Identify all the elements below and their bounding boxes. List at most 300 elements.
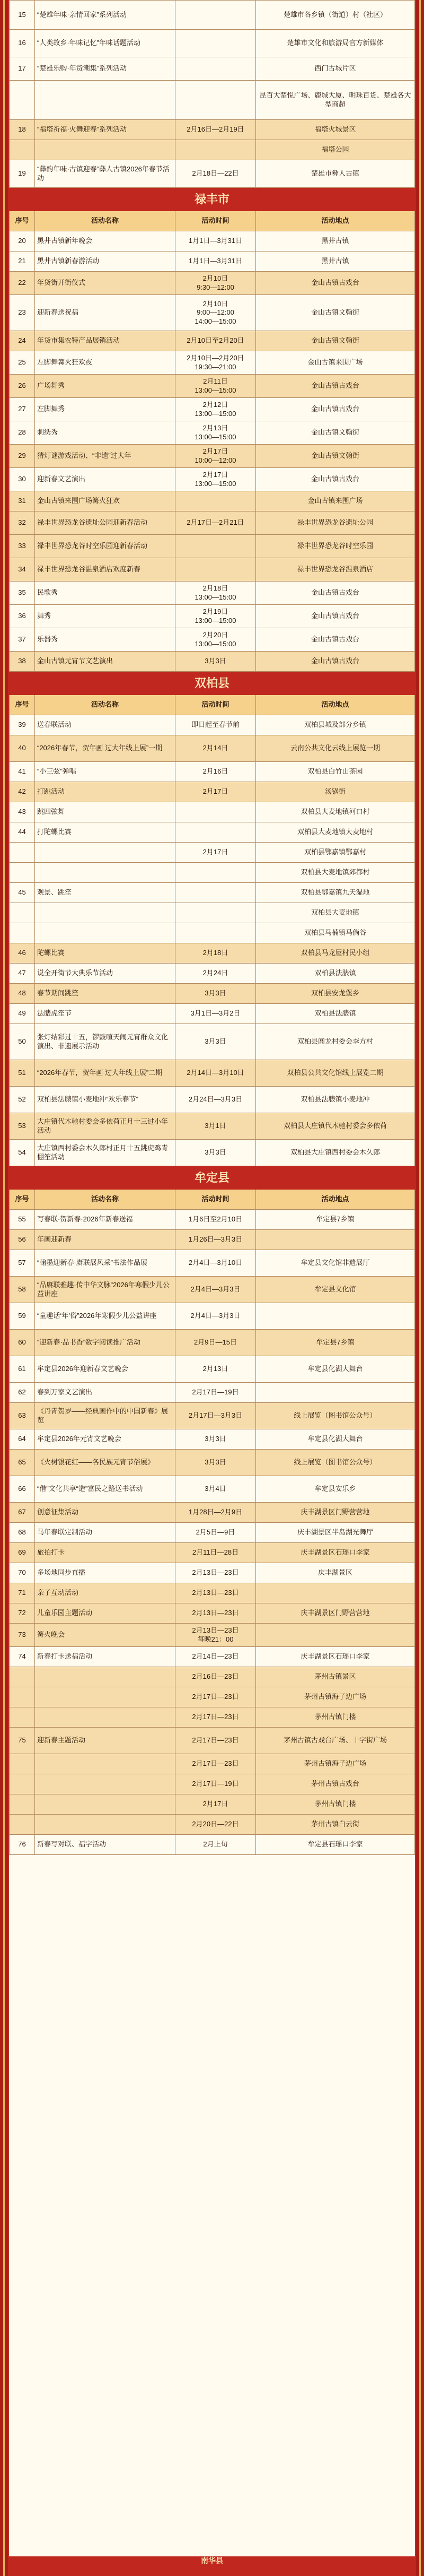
row-number: 30 bbox=[10, 468, 35, 491]
row-time: 3月4日 bbox=[175, 1476, 256, 1503]
row-activity: 马年春联定制活动 bbox=[35, 1523, 175, 1543]
table-row bbox=[10, 1060, 415, 1087]
header-no: 序号 bbox=[10, 211, 35, 231]
row-activity: 猜灯谜游戏活动、“非遗”过大年 bbox=[35, 445, 175, 468]
table-row bbox=[10, 1277, 415, 1303]
table-row bbox=[10, 1383, 415, 1403]
row-activity: 迎新春送祝福 bbox=[35, 295, 175, 331]
row-place: 双柏县白竹山茶园 bbox=[256, 762, 415, 782]
row-time: 2月14日—23日 bbox=[175, 1647, 256, 1667]
table-row bbox=[10, 1476, 415, 1503]
table-row bbox=[10, 1450, 415, 1476]
row-activity: 创意征集活动 bbox=[35, 1503, 175, 1523]
row-number: 71 bbox=[10, 1583, 35, 1603]
row-place bbox=[256, 1583, 415, 1603]
row-number: 63 bbox=[10, 1403, 35, 1429]
table-row bbox=[10, 903, 415, 923]
row-activity: 大庄镇西村委会木久郎村正月十五跳虎鸡青棚笙活动 bbox=[35, 1140, 175, 1166]
row-activity: “福塔祈福·火舞迎春”系列活动 bbox=[35, 120, 175, 140]
row-place bbox=[256, 1624, 415, 1647]
table-row bbox=[10, 1707, 415, 1728]
row-activity: 大庄镇代木驰村委会多依荷正月十三过小年活动 bbox=[35, 1113, 175, 1140]
row-place: 庆丰湖景区半岛湖光舞厅 bbox=[256, 1523, 415, 1543]
row-activity: 春节期间跳笙 bbox=[35, 984, 175, 1004]
table-row bbox=[10, 1794, 415, 1815]
row-number: 27 bbox=[10, 398, 35, 421]
table-row bbox=[10, 1603, 415, 1624]
row-activity: 打跳活动 bbox=[35, 782, 175, 802]
row-time: 2月16日—23日 bbox=[175, 1667, 256, 1687]
row-number: 41 bbox=[10, 762, 35, 782]
row-number: 34 bbox=[10, 558, 35, 582]
row-time: 3月3日 bbox=[175, 1024, 256, 1060]
row-number: 64 bbox=[10, 1429, 35, 1450]
row-number bbox=[10, 1815, 35, 1835]
row-activity: 黑井古镇新春游活动 bbox=[35, 251, 175, 272]
row-place bbox=[256, 1383, 415, 1403]
section-band bbox=[10, 672, 415, 695]
row-number: 50 bbox=[10, 1024, 35, 1060]
row-activity: 禄丰世界恐龙谷温泉酒店欢度新春 bbox=[35, 558, 175, 582]
row-time: 2月18日 bbox=[175, 943, 256, 964]
table-row bbox=[10, 1330, 415, 1356]
row-time: 2月12日 13:00—15:00 bbox=[175, 398, 256, 421]
row-place: 金山古镇古戏台 bbox=[256, 582, 415, 605]
row-time: 3月3日 bbox=[175, 1450, 256, 1476]
row-time: 1月26日—3月3日 bbox=[175, 1230, 256, 1250]
row-activity bbox=[35, 1687, 175, 1707]
row-activity: 写春联·贺新春·2026年新春送福 bbox=[35, 1210, 175, 1230]
row-number: 43 bbox=[10, 802, 35, 822]
table-row bbox=[10, 1835, 415, 1855]
row-time: 2月10日 9:00—12:00 14:00—15:00 bbox=[175, 295, 256, 331]
row-number: 70 bbox=[10, 1563, 35, 1583]
row-time: 2月14日—3月10日 bbox=[175, 1060, 256, 1087]
row-number: 17 bbox=[10, 57, 35, 81]
row-activity: 旅拍打卡 bbox=[35, 1543, 175, 1563]
header-no: 序号 bbox=[10, 695, 35, 715]
row-time: 3月1日—3月2日 bbox=[175, 1004, 256, 1024]
table-row bbox=[10, 582, 415, 605]
row-number: 75 bbox=[10, 1728, 35, 1754]
row-place: 牟定县石瑶口李家 bbox=[256, 1835, 415, 1855]
table-row bbox=[10, 1113, 415, 1140]
row-time bbox=[175, 30, 256, 57]
row-place: 庆丰湖景区门野营营地 bbox=[256, 1603, 415, 1624]
row-time: 2月17日—3月3日 bbox=[175, 1403, 256, 1429]
row-number: 20 bbox=[10, 231, 35, 251]
row-place: 黑井古镇 bbox=[256, 231, 415, 251]
row-activity bbox=[35, 1774, 175, 1794]
row-activity bbox=[35, 903, 175, 923]
row-time: 2月13日 bbox=[175, 1356, 256, 1383]
row-place: 昆百大楚悦广场、鹿城大厦、明珠百货、楚雄各大型商超 bbox=[256, 81, 415, 120]
row-activity: “彝韵年味·古镇迎春”彝人古镇2026年春节活动 bbox=[35, 160, 175, 188]
row-place: 线上展览（图书馆公众号） bbox=[256, 1450, 415, 1476]
row-place: 禄丰世界恐龙谷温泉酒店 bbox=[256, 558, 415, 582]
row-activity: 金山古镇来围广场篝火狂欢 bbox=[35, 491, 175, 511]
table-row bbox=[10, 1667, 415, 1687]
header-time: 活动时间 bbox=[175, 1190, 256, 1210]
row-time: 2月16日 bbox=[175, 762, 256, 782]
row-number: 32 bbox=[10, 511, 35, 535]
row-time bbox=[175, 1, 256, 30]
header-activity: 活动名称 bbox=[35, 695, 175, 715]
row-time: 3月1日 bbox=[175, 1113, 256, 1140]
table-row bbox=[10, 1024, 415, 1060]
row-place: 庆丰湖景区石瑶口李家 bbox=[256, 1647, 415, 1667]
row-activity: 迎新春文艺演出 bbox=[35, 468, 175, 491]
row-place: 庆丰湖景区 bbox=[256, 1563, 415, 1583]
table-row bbox=[10, 1583, 415, 1603]
row-time: 2月17日—23日 bbox=[175, 1754, 256, 1774]
row-time: 2月24日 bbox=[175, 964, 256, 984]
row-number: 57 bbox=[10, 1250, 35, 1277]
table-row bbox=[10, 30, 415, 57]
row-place: 双柏县鄂嘉镇九天湿地 bbox=[256, 883, 415, 903]
row-time bbox=[175, 822, 256, 843]
table-row bbox=[10, 802, 415, 822]
row-time: 2月17日 13:00—15:00 bbox=[175, 468, 256, 491]
row-activity: “童趣话‘年’俗”2026年寒假少儿公益讲座 bbox=[35, 1303, 175, 1330]
row-number: 52 bbox=[10, 1087, 35, 1113]
row-time: 2月9日—15日 bbox=[175, 1330, 256, 1356]
row-time: 2月4日—3月3日 bbox=[175, 1303, 256, 1330]
row-time bbox=[175, 863, 256, 883]
row-time: 1月6日至2月10日 bbox=[175, 1210, 256, 1230]
row-number: 74 bbox=[10, 1647, 35, 1667]
row-number: 69 bbox=[10, 1543, 35, 1563]
row-time: 2月10日 9:30—12:00 bbox=[175, 272, 256, 295]
row-place: 双柏县公共文化馆线上展览二期 bbox=[256, 1060, 415, 1087]
table-row bbox=[10, 1210, 415, 1230]
row-number bbox=[10, 1774, 35, 1794]
table-row bbox=[10, 863, 415, 883]
row-number: 21 bbox=[10, 251, 35, 272]
row-place: 双柏县大麦地镇 bbox=[256, 903, 415, 923]
header-place: 活动地点 bbox=[256, 1190, 415, 1210]
row-time: 2月13日—23日 bbox=[175, 1583, 256, 1603]
row-activity: 黑井古镇新年晚会 bbox=[35, 231, 175, 251]
row-time: 2月18日 13:00—15:00 bbox=[175, 582, 256, 605]
row-place: 茅州古镇古戏台广场、十字街广场 bbox=[256, 1728, 415, 1754]
row-number: 15 bbox=[10, 1, 35, 30]
row-activity: 说全开街节大典乐节活动 bbox=[35, 964, 175, 984]
row-number bbox=[10, 863, 35, 883]
row-number: 45 bbox=[10, 883, 35, 903]
row-time: 3月3日 bbox=[175, 1429, 256, 1450]
row-time bbox=[175, 57, 256, 81]
row-number: 31 bbox=[10, 491, 35, 511]
section-band-nanhua: 南华县 bbox=[9, 2556, 415, 2565]
row-place: 双柏县鄂嘉镇鄂嘉村 bbox=[256, 843, 415, 863]
row-place: 金山古镇来围广场 bbox=[256, 491, 415, 511]
row-place: 茅州古镇门楼 bbox=[256, 1794, 415, 1815]
table-row bbox=[10, 1, 415, 30]
row-number: 55 bbox=[10, 1210, 35, 1230]
row-activity: 金山古镇元宵节文艺演出 bbox=[35, 652, 175, 672]
row-number: 33 bbox=[10, 535, 35, 558]
row-activity: 年货市集农特产品展销活动 bbox=[35, 331, 175, 351]
row-place: 金山古镇古戏台 bbox=[256, 398, 415, 421]
table-header-row bbox=[10, 695, 415, 715]
row-place: 楚雄市彝人古镇 bbox=[256, 160, 415, 188]
row-number: 56 bbox=[10, 1230, 35, 1250]
row-activity: “翰墨迎新春·赓联展风采”书法作品展 bbox=[35, 1250, 175, 1277]
row-number: 44 bbox=[10, 822, 35, 843]
table-row bbox=[10, 375, 415, 398]
section-title: 牟定县 bbox=[10, 1166, 415, 1190]
table-row bbox=[10, 822, 415, 843]
row-time: 即日起至春节前 bbox=[175, 715, 256, 735]
row-activity: “借”文化共享“造”富民之路送书活动 bbox=[35, 1476, 175, 1503]
row-activity: “2026年春节，贺年画 过大年线上展”一期 bbox=[35, 735, 175, 762]
row-place: 双柏县城及部分乡镇 bbox=[256, 715, 415, 735]
row-activity: 牟定县2026年元宵文艺晚会 bbox=[35, 1429, 175, 1450]
header-place: 活动地点 bbox=[256, 695, 415, 715]
row-time: 2月19日 13:00—15:00 bbox=[175, 605, 256, 628]
row-time: 2月17日—23日 bbox=[175, 1728, 256, 1754]
row-place: 双柏县大麦地镇大麦地村 bbox=[256, 822, 415, 843]
table-row bbox=[10, 1815, 415, 1835]
row-number: 47 bbox=[10, 964, 35, 984]
table-row bbox=[10, 468, 415, 491]
row-number: 48 bbox=[10, 984, 35, 1004]
row-time: 2月20日 13:00—15:00 bbox=[175, 628, 256, 652]
section-title: 双柏县 bbox=[10, 672, 415, 695]
row-time: 2月17日—2月21日 bbox=[175, 511, 256, 535]
header-activity: 活动名称 bbox=[35, 1190, 175, 1210]
row-place: 茅州古镇海子边广场 bbox=[256, 1754, 415, 1774]
row-time: 2月17日—23日 bbox=[175, 1707, 256, 1728]
row-number: 39 bbox=[10, 715, 35, 735]
left-border-ornament bbox=[0, 0, 8, 2576]
row-time bbox=[175, 535, 256, 558]
row-time: 2月5日—9日 bbox=[175, 1523, 256, 1543]
row-place: 线上展览（图书馆公众号） bbox=[256, 1403, 415, 1429]
row-number bbox=[10, 843, 35, 863]
table-row bbox=[10, 272, 415, 295]
row-activity: 禄丰世界恐龙谷遗址公园迎新春活动 bbox=[35, 511, 175, 535]
table-header-row bbox=[10, 1190, 415, 1210]
row-number bbox=[10, 1707, 35, 1728]
table-row bbox=[10, 1687, 415, 1707]
row-number: 42 bbox=[10, 782, 35, 802]
row-place: 双柏县闾龙村委会李方村 bbox=[256, 1024, 415, 1060]
row-time: 1月28日—2月9日 bbox=[175, 1503, 256, 1523]
row-place: 福塔火城景区 bbox=[256, 120, 415, 140]
row-place: 福塔公园 bbox=[256, 140, 415, 160]
row-time: 3月3日 bbox=[175, 1140, 256, 1166]
row-number bbox=[10, 1687, 35, 1707]
row-number: 29 bbox=[10, 445, 35, 468]
row-activity: 陀螺比赛 bbox=[35, 943, 175, 964]
table-row bbox=[10, 923, 415, 943]
row-activity: 法脿虎笙节 bbox=[35, 1004, 175, 1024]
row-number: 36 bbox=[10, 605, 35, 628]
row-number: 53 bbox=[10, 1113, 35, 1140]
row-time bbox=[175, 491, 256, 511]
table-row bbox=[10, 511, 415, 535]
row-activity: “楚雄年味·亲情回家”系列活动 bbox=[35, 1, 175, 30]
row-activity: 左脚舞秀 bbox=[35, 398, 175, 421]
row-activity: 舞秀 bbox=[35, 605, 175, 628]
row-place: 楚雄市文化和旅游局官方新媒体 bbox=[256, 30, 415, 57]
row-time bbox=[175, 81, 256, 120]
row-activity: 观景、跳笙 bbox=[35, 883, 175, 903]
row-time: 2月24日—3月3日 bbox=[175, 1087, 256, 1113]
table-row bbox=[10, 351, 415, 375]
row-place: 金山古镇文翰街 bbox=[256, 331, 415, 351]
row-place bbox=[256, 1303, 415, 1330]
row-place: 金山古镇文翰街 bbox=[256, 295, 415, 331]
row-number: 16 bbox=[10, 30, 35, 57]
row-place: 庆丰湖景区石瑶口李家 bbox=[256, 1543, 415, 1563]
row-place: 双柏县马楠镇马倘谷 bbox=[256, 923, 415, 943]
table-row bbox=[10, 81, 415, 120]
row-place: 金山古镇古戏台 bbox=[256, 375, 415, 398]
table-row bbox=[10, 1429, 415, 1450]
row-time: 2月13日 13:00—15:00 bbox=[175, 421, 256, 445]
table-row bbox=[10, 1523, 415, 1543]
section-title: 禄丰市 bbox=[10, 188, 415, 211]
table-row bbox=[10, 1230, 415, 1250]
row-number: 72 bbox=[10, 1603, 35, 1624]
row-place: 双柏县大麦地镇郊都村 bbox=[256, 863, 415, 883]
row-time bbox=[175, 923, 256, 943]
table-row bbox=[10, 445, 415, 468]
row-place: 茅州古镇古戏台 bbox=[256, 1774, 415, 1794]
table-row bbox=[10, 331, 415, 351]
table-row bbox=[10, 160, 415, 188]
row-number: 28 bbox=[10, 421, 35, 445]
row-activity: 跳四弦舞 bbox=[35, 802, 175, 822]
table-row bbox=[10, 398, 415, 421]
row-time bbox=[175, 903, 256, 923]
row-activity: 春到万家文艺演出 bbox=[35, 1383, 175, 1403]
row-place: 茅州古镇海子边广场 bbox=[256, 1687, 415, 1707]
row-time: 2月17日 bbox=[175, 782, 256, 802]
schedule-card bbox=[9, 0, 415, 2565]
row-number: 23 bbox=[10, 295, 35, 331]
table-row bbox=[10, 1503, 415, 1523]
table-row bbox=[10, 231, 415, 251]
table-row bbox=[10, 1774, 415, 1794]
row-number: 60 bbox=[10, 1330, 35, 1356]
row-time: 1月1日—3月31日 bbox=[175, 231, 256, 251]
table-row bbox=[10, 1087, 415, 1113]
row-place: 双柏县马龙屋村民小组 bbox=[256, 943, 415, 964]
row-place: 金山古镇古戏台 bbox=[256, 605, 415, 628]
table-row bbox=[10, 1140, 415, 1166]
row-activity: 禄丰世界恐龙谷时空乐园迎新春活动 bbox=[35, 535, 175, 558]
row-time: 2月17日—19日 bbox=[175, 1774, 256, 1794]
header-time: 活动时间 bbox=[175, 695, 256, 715]
row-activity: 年画迎新春 bbox=[35, 1230, 175, 1250]
activity-table-body bbox=[10, 1, 415, 1855]
row-activity: “2026年春节，贺年画 过大年线上展”二期 bbox=[35, 1060, 175, 1087]
row-activity bbox=[35, 140, 175, 160]
row-time: 2月11日—28日 bbox=[175, 1543, 256, 1563]
row-place: 牟定县文化馆 bbox=[256, 1277, 415, 1303]
row-number bbox=[10, 1794, 35, 1815]
row-time: 2月13日—23日 bbox=[175, 1563, 256, 1583]
row-activity: 新春写对联、福字活动 bbox=[35, 1835, 175, 1855]
row-place: 金山古镇古戏台 bbox=[256, 272, 415, 295]
table-row bbox=[10, 964, 415, 984]
row-number: 65 bbox=[10, 1450, 35, 1476]
row-number: 35 bbox=[10, 582, 35, 605]
row-time: 3月3日 bbox=[175, 984, 256, 1004]
row-time: 2月4日—3月3日 bbox=[175, 1277, 256, 1303]
row-place: 金山古镇古戏台 bbox=[256, 652, 415, 672]
row-place: 牟定县安乐乡 bbox=[256, 1476, 415, 1503]
row-place: 金山古镇来围广场 bbox=[256, 351, 415, 375]
table-row bbox=[10, 1250, 415, 1277]
row-time: 2月10日—2月20日 19:30—21:00 bbox=[175, 351, 256, 375]
row-place: 双柏县大庄镇代木驰村委会多依荷 bbox=[256, 1113, 415, 1140]
table-row bbox=[10, 1754, 415, 1774]
table-row bbox=[10, 251, 415, 272]
table-row bbox=[10, 558, 415, 582]
row-activity: 左脚舞篝火狂欢夜 bbox=[35, 351, 175, 375]
table-row bbox=[10, 1403, 415, 1429]
table-row bbox=[10, 652, 415, 672]
row-time: 2月17日 bbox=[175, 1794, 256, 1815]
table-row bbox=[10, 535, 415, 558]
row-place: 金山古镇古戏台 bbox=[256, 628, 415, 652]
row-activity: 亲子互动活动 bbox=[35, 1583, 175, 1603]
row-place: 金山古镇古戏台 bbox=[256, 468, 415, 491]
row-number bbox=[10, 1754, 35, 1774]
row-activity bbox=[35, 81, 175, 120]
row-number bbox=[10, 81, 35, 120]
row-time: 1月1日—3月31日 bbox=[175, 251, 256, 272]
row-activity bbox=[35, 1794, 175, 1815]
row-place: 牟定县文化馆非遗展厅 bbox=[256, 1250, 415, 1277]
row-activity: 《火树银花红——各民族元宵节俗展》 bbox=[35, 1450, 175, 1476]
table-row bbox=[10, 57, 415, 81]
row-activity: “品赓联雅趣·传中华文脉”2026年寒假少儿公益讲座 bbox=[35, 1277, 175, 1303]
row-activity: “人类故乡·年味记忆”年味话题活动 bbox=[35, 30, 175, 57]
row-activity: 民歌秀 bbox=[35, 582, 175, 605]
row-place: 汤锅街 bbox=[256, 782, 415, 802]
row-number: 62 bbox=[10, 1383, 35, 1403]
row-time: 2月上旬 bbox=[175, 1835, 256, 1855]
row-activity bbox=[35, 1754, 175, 1774]
row-number: 37 bbox=[10, 628, 35, 652]
row-time: 2月18日—22日 bbox=[175, 160, 256, 188]
row-activity: 新春打卡送福活动 bbox=[35, 1647, 175, 1667]
table-row bbox=[10, 1728, 415, 1754]
table-row bbox=[10, 943, 415, 964]
row-place: 牟定县7乡镇 bbox=[256, 1330, 415, 1356]
table-header-row bbox=[10, 211, 415, 231]
row-number: 19 bbox=[10, 160, 35, 188]
table-row bbox=[10, 140, 415, 160]
row-place: 茅州古镇景区 bbox=[256, 1667, 415, 1687]
table-row bbox=[10, 735, 415, 762]
header-no: 序号 bbox=[10, 1190, 35, 1210]
row-activity: “迎新春·品书香”数字阅读推广活动 bbox=[35, 1330, 175, 1356]
row-place: 双柏县大庄镇西村委会木久郎 bbox=[256, 1140, 415, 1166]
row-number bbox=[10, 1667, 35, 1687]
row-activity: “小三弦”弹唱 bbox=[35, 762, 175, 782]
table-row bbox=[10, 715, 415, 735]
row-number: 67 bbox=[10, 1503, 35, 1523]
row-activity: 年货街开街仪式 bbox=[35, 272, 175, 295]
row-activity: “楚雄乐购·年货潮集”系列活动 bbox=[35, 57, 175, 81]
